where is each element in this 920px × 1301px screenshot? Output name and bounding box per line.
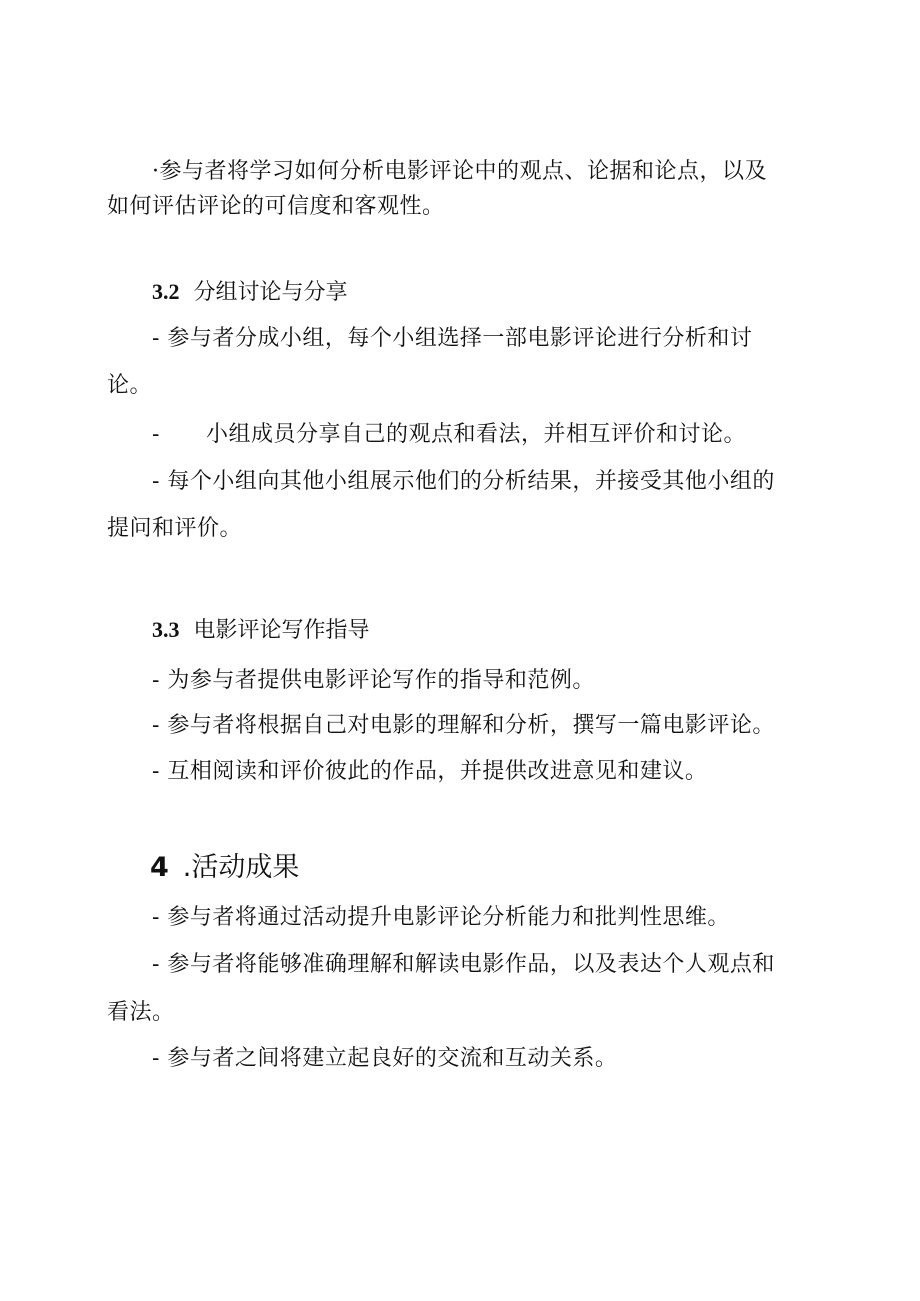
dash-marker: -	[152, 422, 160, 447]
section-3-2-item-2	[152, 420, 746, 450]
section-3-3-item-3: - 互相阅读和评价彼此的作品，并提供改进意见和建议。	[152, 759, 708, 784]
section-number: 3.3	[152, 617, 180, 642]
item-text: 小组成员分享自己的观点和看法，并相互评价和讨论。	[205, 422, 746, 447]
section-4-item-2-line-1: - 参与者将能够准确理解和解读电影作品，以及表达个人观点和	[152, 952, 775, 977]
section-title: 分组讨论与分享	[193, 280, 348, 305]
section-title: 电影评论写作指导	[193, 618, 370, 643]
section-4-item-2-line-2: 看法。	[107, 1000, 175, 1025]
section-3-2-item-3-line-1: - 每个小组向其他小组展示他们的分析结果，并接受其他小组的	[152, 469, 775, 494]
section-title: .活动成果	[182, 852, 300, 883]
intro-line-1: ·参与者将学习如何分析电影评论中的观点、论据和论点，以及	[152, 159, 767, 184]
section-number: 4	[150, 852, 169, 883]
section-number: 3.2	[152, 279, 180, 304]
section-3-2-item-1-line-2: 论。	[107, 373, 153, 398]
section-3-3-item-2: - 参与者将根据自己对电影的理解和分析，撰写一篇电影评论。	[152, 713, 775, 738]
section-4-item-3: - 参与者之间将建立起良好的交流和互动关系。	[152, 1046, 618, 1071]
section-4-item-1: - 参与者将通过活动提升电影评论分析能力和批判性思维。	[152, 905, 730, 930]
section-3-2-heading	[152, 277, 348, 308]
section-4-heading	[150, 851, 299, 885]
section-3-2-item-1-line-1: - 参与者分成小组，每个小组选择一部电影评论进行分析和讨	[152, 326, 753, 351]
intro-line-2: 如何评估评论的可信度和客观性。	[107, 194, 445, 219]
section-3-2-item-3-line-2: 提问和评价。	[107, 516, 243, 541]
section-3-3-heading	[152, 615, 370, 646]
section-3-3-item-1: - 为参与者提供电影评论写作的指导和范例。	[152, 668, 595, 693]
